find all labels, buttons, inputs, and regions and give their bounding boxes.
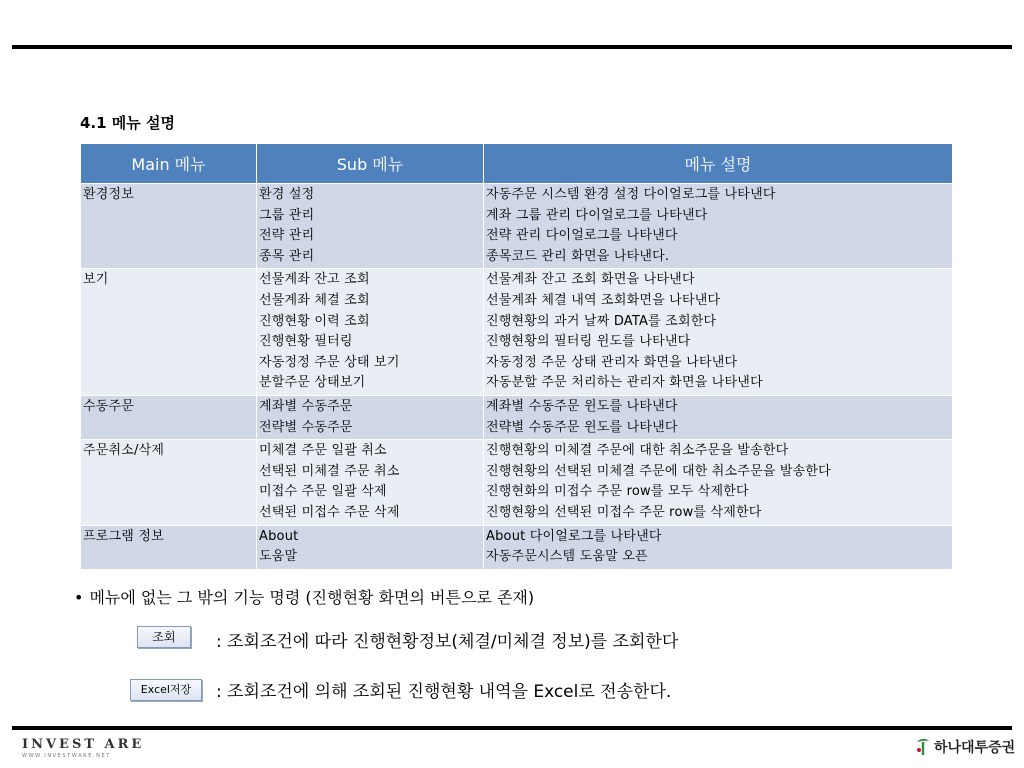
sub-menu-item: 도움말 xyxy=(259,549,298,565)
desc-cell xyxy=(484,184,953,269)
sub-menu-item: 그룹 관리 xyxy=(259,207,315,223)
desc-item: 진행현황의 과거 날짜 DATA를 조회한다 xyxy=(486,313,717,329)
sub-menu-item: About xyxy=(259,528,299,544)
desc-cell xyxy=(484,440,953,525)
investware-logo xyxy=(22,737,144,759)
main-menu-cell: 주문취소/삭제 xyxy=(81,440,257,525)
table-row xyxy=(81,184,953,269)
sub-menu-item: 자동정정 주문 상태 보기 xyxy=(259,354,400,370)
excel-button-description: : 조회조건에 의해 조회된 진행현황 내역을 Excel로 전송한다. xyxy=(216,682,672,702)
desc-item: 자동분할 주문 처리하는 관리자 화면을 나타낸다 xyxy=(486,375,763,391)
desc-item: 진행현황의 선택된 미접수 주문 row를 삭제한다 xyxy=(486,504,762,520)
investware-logo-text: INVEST ARE xyxy=(22,737,145,752)
main-menu-cell: 프로그램 정보 xyxy=(81,525,257,569)
desc-item: 자동주문시스템 도움말 오픈 xyxy=(486,549,648,565)
top-rule xyxy=(12,45,1012,49)
sub-menu-item: 계좌별 수동주문 xyxy=(259,398,353,414)
desc-item: 진행현황의 미체결 주문에 대한 취소주문을 발송한다 xyxy=(486,443,789,459)
desc-cell xyxy=(484,525,953,569)
sub-menu-item: 분할주문 상태보기 xyxy=(259,375,366,391)
sub-menu-item: 진행현황 이력 조회 xyxy=(259,313,370,329)
sub-menu-cell xyxy=(257,440,484,525)
desc-item: 전략별 수동주문 윈도를 나타낸다 xyxy=(486,419,678,435)
desc-item: 진행현황의 선택된 미체결 주문에 대한 취소주문을 발송한다 xyxy=(486,463,831,479)
table-row xyxy=(81,440,953,525)
desc-item: 계좌별 수동주문 윈도를 나타낸다 xyxy=(486,398,678,414)
table-row xyxy=(81,525,953,569)
main-menu-cell: 환경정보 xyxy=(81,184,257,269)
table-row xyxy=(81,269,953,396)
desc-item: 선물계좌 체결 내역 조회화면을 나타낸다 xyxy=(486,292,721,308)
section-title: 4.1 메뉴 설명 xyxy=(80,114,175,132)
desc-item: 자동정정 주문 상태 관리자 화면을 나타낸다 xyxy=(486,354,738,370)
main-menu-cell: 수동주문 xyxy=(81,395,257,439)
sub-menu-cell xyxy=(257,525,484,569)
sub-menu-item: 선택된 미접수 주문 삭제 xyxy=(259,504,400,520)
desc-cell xyxy=(484,395,953,439)
table-row xyxy=(81,395,953,439)
sub-menu-item: 환경 설정 xyxy=(259,187,315,202)
sub-menu-item: 전략 관리 xyxy=(259,228,315,244)
sub-menu-item: 미체결 주문 일괄 취소 xyxy=(259,443,387,459)
sub-menu-item: 미접수 주문 일괄 삭제 xyxy=(259,484,387,500)
desc-item: 진행현황의 필터링 윈도를 나타낸다 xyxy=(486,334,691,350)
desc-item: 선물계좌 잔고 조회 화면을 나타낸다 xyxy=(486,272,695,288)
table-header-row xyxy=(81,144,953,184)
excel-save-button[interactable]: Excel저장 xyxy=(130,679,202,701)
sub-menu-item: 선물계좌 잔고 조회 xyxy=(259,272,370,288)
desc-item: 전략 관리 다이얼로그를 나타낸다 xyxy=(486,228,678,244)
query-button-description: : 조회조건에 따라 진행현황정보(체결/미체결 정보)를 조회한다 xyxy=(216,632,679,652)
header-main-menu: Main 메뉴 xyxy=(81,144,257,184)
desc-item: 진행현화의 미접수 주문 row를 모두 삭제한다 xyxy=(486,484,749,500)
desc-item: 계좌 그룹 관리 다이얼로그를 나타낸다 xyxy=(486,207,708,223)
bullet-note xyxy=(74,585,534,608)
header-menu-desc: 메뉴 설명 xyxy=(484,144,953,184)
desc-item: 자동주문 시스템 환경 설정 다이얼로그를 나타낸다 xyxy=(486,187,776,202)
hana-logo-text: 하나대투증권 xyxy=(934,740,1016,756)
menu-table xyxy=(80,143,953,569)
sub-menu-cell xyxy=(257,269,484,396)
sub-menu-item: 선물계좌 체결 조회 xyxy=(259,292,370,308)
hana-daetoo-logo xyxy=(914,736,1015,758)
sub-menu-item: 진행현황 필터링 xyxy=(259,334,353,350)
header-sub-menu: Sub 메뉴 xyxy=(257,144,484,184)
bullet-dot-icon: • xyxy=(74,588,84,607)
desc-cell xyxy=(484,269,953,396)
sub-menu-item: 종목 관리 xyxy=(259,248,315,264)
sub-menu-cell xyxy=(257,395,484,439)
desc-item: About 다이얼로그를 나타낸다 xyxy=(486,528,662,544)
main-menu-cell: 보기 xyxy=(81,269,257,396)
sub-menu-item: 선택된 미체결 주문 취소 xyxy=(259,463,400,479)
desc-item: 종목코드 관리 화면을 나타낸다. xyxy=(486,248,670,264)
sub-menu-item: 전략별 수동주문 xyxy=(259,419,353,435)
query-button[interactable]: 조회 xyxy=(137,626,191,648)
bottom-rule xyxy=(12,726,1012,730)
investware-url: WWW.INVESTWARE.NET xyxy=(22,753,111,759)
bullet-text: 메뉴에 없는 그 밖의 기능 명령 (진행현황 화면의 버튼으로 존재) xyxy=(89,588,535,607)
sub-menu-cell xyxy=(257,184,484,269)
hana-leaf-icon xyxy=(914,736,932,758)
